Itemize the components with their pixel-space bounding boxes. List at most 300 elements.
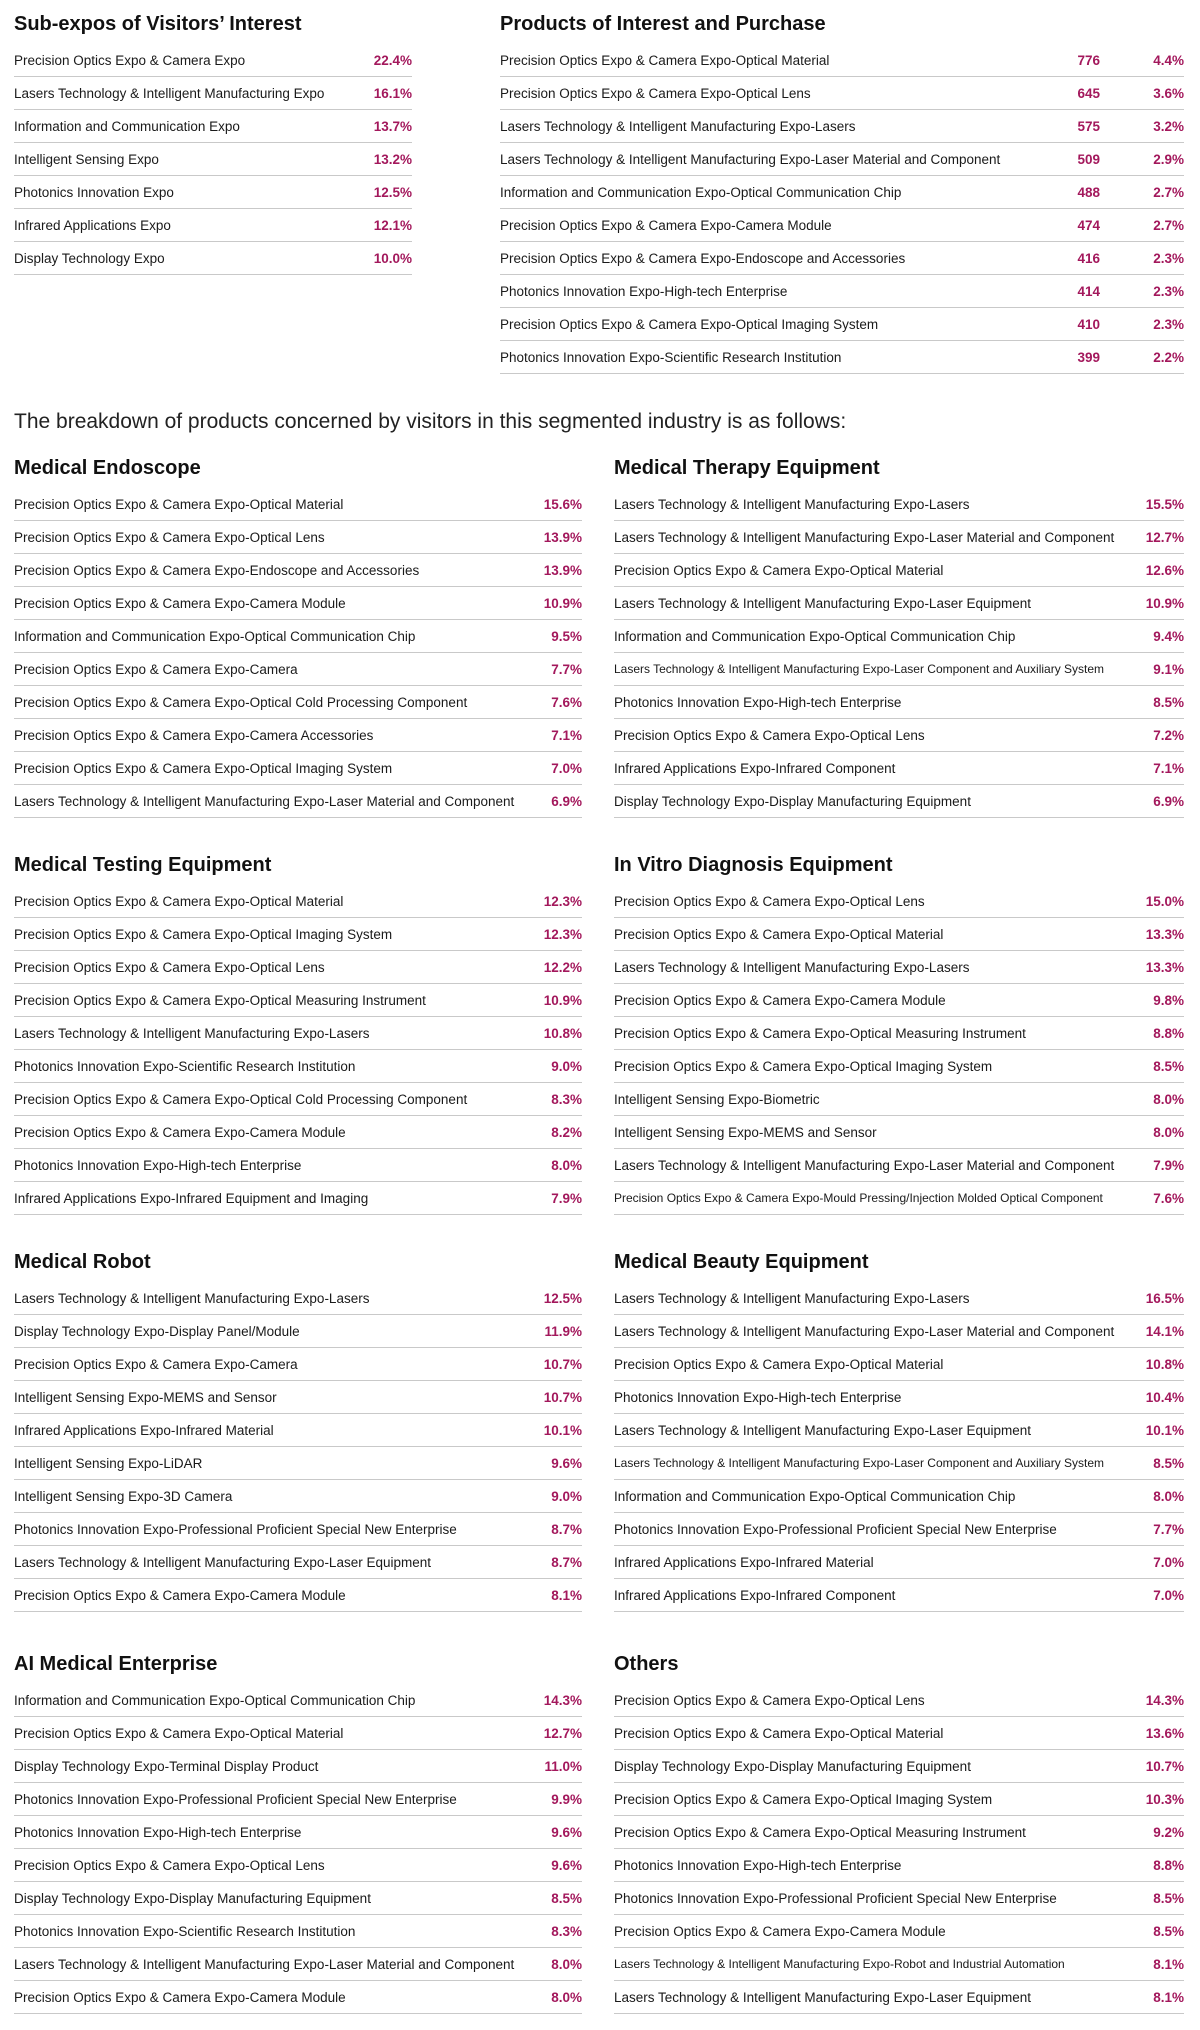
item-percentage: 8.3%: [551, 1923, 582, 1939]
item-label: Lasers Technology & Intelligent Manufacturing Expo-Lasers: [614, 1290, 970, 1306]
item-percentage: 3.2%: [1153, 118, 1184, 134]
item-label: Precision Optics Expo & Camera Expo-Optical Material: [614, 562, 944, 578]
item-percentage: 10.3%: [1145, 1791, 1184, 1807]
list-item: [500, 209, 1184, 242]
item-percentage: 15.6%: [543, 496, 582, 512]
item-percentage: 10.7%: [543, 1389, 582, 1405]
list-item: [614, 1116, 1184, 1149]
item-label: Display Technology Expo-Terminal Display Product: [14, 1758, 319, 1774]
item-percentage: 16.5%: [1145, 1290, 1184, 1306]
subexpos-title: Sub-expos of Visitors’ Interest: [14, 13, 302, 35]
item-percentage: 12.1%: [373, 217, 412, 233]
item-label: Information and Communication Expo-Optical Communication Chip: [14, 628, 416, 644]
item-label: Precision Optics Expo & Camera Expo-Optical Material: [614, 926, 944, 942]
item-percentage: 8.5%: [551, 1890, 582, 1906]
list-item: [14, 554, 582, 587]
item-percentage: 9.2%: [1153, 1824, 1184, 1840]
item-percentage: 14.1%: [1145, 1323, 1184, 1339]
item-percentage: 7.0%: [1153, 1554, 1184, 1570]
subexpos-list: [14, 44, 412, 275]
list-item: [14, 1050, 582, 1083]
segment-medical-robot: [14, 1248, 582, 1612]
item-percentage: 10.9%: [543, 595, 582, 611]
list-item: [500, 44, 1184, 77]
item-percentage: 8.5%: [1153, 1923, 1184, 1939]
list-item: [14, 686, 582, 719]
item-label: Photonics Innovation Expo-Scientific Research Institution: [14, 1923, 356, 1939]
list-item: [614, 554, 1184, 587]
list-item: [14, 1348, 582, 1381]
products-title: Products of Interest and Purchase: [500, 13, 826, 35]
item-percentage: 9.6%: [551, 1455, 582, 1471]
products-section: [500, 10, 1184, 374]
item-percentage: 9.5%: [551, 628, 582, 644]
item-percentage: 11.9%: [544, 1323, 582, 1339]
list-item: [614, 488, 1184, 521]
item-label: Photonics Innovation Expo: [14, 184, 174, 200]
item-label: Infrared Applications Expo-Infrared Component: [614, 760, 896, 776]
list-item: [614, 1315, 1184, 1348]
list-item: [614, 1948, 1184, 1981]
item-percentage: 7.6%: [551, 694, 582, 710]
item-percentage: 2.3%: [1153, 316, 1184, 332]
segment-medical-beauty-equipment: [614, 1248, 1184, 1612]
item-label: Precision Optics Expo & Camera Expo-Camera Module: [14, 1989, 346, 2005]
item-percentage: 3.6%: [1153, 85, 1184, 101]
item-label: Precision Optics Expo & Camera Expo-Optical Imaging System: [14, 760, 393, 776]
list-item: [614, 1882, 1184, 1915]
list-item: [614, 1480, 1184, 1513]
item-percentage: 13.6%: [1145, 1725, 1184, 1741]
list-item: [500, 143, 1184, 176]
segment-list: [614, 1684, 1184, 2014]
list-item: [14, 1480, 582, 1513]
item-percentage: 9.6%: [551, 1857, 582, 1873]
item-percentage: 8.8%: [1153, 1025, 1184, 1041]
list-item: [614, 1684, 1184, 1717]
item-percentage: 10.7%: [543, 1356, 582, 1372]
item-label: Information and Communication Expo-Optical Communication Chip: [614, 628, 1016, 644]
item-label: Lasers Technology & Intelligent Manufacturing Expo-Laser Equipment: [614, 1989, 1031, 2005]
item-percentage: 2.2%: [1153, 349, 1184, 365]
item-percentage: 12.3%: [543, 926, 582, 942]
item-percentage: 7.6%: [1153, 1190, 1184, 1206]
item-label: Infrared Applications Expo-Infrared Equipment and Imaging: [14, 1190, 369, 1206]
list-item: [14, 143, 412, 176]
item-label: Precision Optics Expo & Camera Expo-Optical Measuring Instrument: [14, 992, 426, 1008]
item-label: Precision Optics Expo & Camera Expo-Optical Material: [14, 1725, 344, 1741]
item-percentage: 2.9%: [1153, 151, 1184, 167]
item-label: Intelligent Sensing Expo-3D Camera: [14, 1488, 233, 1504]
item-percentage: 8.5%: [1153, 1890, 1184, 1906]
segment-medical-endoscope: [14, 454, 582, 818]
item-percentage: 9.1%: [1153, 661, 1184, 677]
item-label: Precision Optics Expo & Camera Expo-Optical Lens: [500, 85, 811, 101]
item-percentage: 9.4%: [1153, 628, 1184, 644]
item-percentage: 13.9%: [543, 562, 582, 578]
item-label: Precision Optics Expo & Camera Expo-Optical Imaging System: [500, 316, 879, 332]
list-item: [14, 1684, 582, 1717]
item-label: Lasers Technology & Intelligent Manufacturing Expo-Laser Component and Auxiliary System: [614, 1456, 1105, 1470]
list-item: [500, 308, 1184, 341]
list-item: [614, 1750, 1184, 1783]
item-percentage: 13.3%: [1145, 926, 1184, 942]
item-label: Photonics Innovation Expo-Professional Proficient Special New Enterprise: [614, 1521, 1057, 1537]
list-item: [14, 1282, 582, 1315]
item-count: 414: [1077, 283, 1100, 299]
item-label: Information and Communication Expo: [14, 118, 240, 134]
item-label: Precision Optics Expo & Camera Expo-Camera Module: [14, 595, 346, 611]
item-count: 410: [1077, 316, 1100, 332]
segment-in-vitro-diagnosis-equipment: [614, 851, 1184, 1215]
item-label: Lasers Technology & Intelligent Manufacturing Expo-Robot and Industrial Automation: [614, 1957, 1065, 1971]
list-item: [14, 587, 582, 620]
item-label: Lasers Technology & Intelligent Manufacturing Expo: [14, 85, 325, 101]
item-percentage: 8.0%: [1153, 1091, 1184, 1107]
item-percentage: 12.5%: [543, 1290, 582, 1306]
segment-title: Medical Testing Equipment: [14, 854, 272, 876]
item-label: Lasers Technology & Intelligent Manufacturing Expo-Lasers: [14, 1025, 370, 1041]
segment-medical-therapy-equipment: [614, 454, 1184, 818]
list-item: [614, 1414, 1184, 1447]
list-item: [14, 984, 582, 1017]
list-item: [14, 1849, 582, 1882]
item-percentage: 8.1%: [1153, 1956, 1184, 1972]
item-label: Precision Optics Expo & Camera Expo-Optical Imaging System: [614, 1058, 993, 1074]
list-item: [14, 1783, 582, 1816]
item-percentage: 8.5%: [1153, 694, 1184, 710]
segment-ai-medical-enterprise: [14, 1650, 582, 2014]
item-count: 474: [1077, 217, 1100, 233]
item-label: Photonics Innovation Expo-High-tech Enterprise: [614, 1857, 902, 1873]
item-label: Precision Optics Expo & Camera Expo-Camera Module: [14, 1124, 346, 1140]
item-percentage: 2.7%: [1153, 184, 1184, 200]
list-item: [14, 951, 582, 984]
item-label: Photonics Innovation Expo-Scientific Research Institution: [14, 1058, 356, 1074]
list-item: [614, 1513, 1184, 1546]
list-item: [14, 620, 582, 653]
item-percentage: 12.7%: [543, 1725, 582, 1741]
list-item: [14, 1915, 582, 1948]
item-percentage: 9.0%: [551, 1058, 582, 1074]
item-count: 416: [1077, 250, 1100, 266]
list-item: [500, 242, 1184, 275]
item-label: Information and Communication Expo-Optical Communication Chip: [14, 1692, 416, 1708]
list-item: [14, 77, 412, 110]
item-label: Lasers Technology & Intelligent Manufacturing Expo-Lasers: [614, 496, 970, 512]
item-percentage: 9.0%: [551, 1488, 582, 1504]
list-item: [614, 1149, 1184, 1182]
products-list: [500, 44, 1184, 374]
list-item: [14, 885, 582, 918]
list-item: [614, 1849, 1184, 1882]
item-label: Precision Optics Expo & Camera Expo-Endoscope and Accessories: [14, 562, 420, 578]
list-item: [614, 1017, 1184, 1050]
item-percentage: 8.5%: [1153, 1455, 1184, 1471]
item-label: Lasers Technology & Intelligent Manufacturing Expo-Laser Material and Component: [614, 529, 1115, 545]
item-label: Precision Optics Expo & Camera Expo-Optical Imaging System: [614, 1791, 993, 1807]
list-item: [614, 1816, 1184, 1849]
item-label: Precision Optics Expo & Camera Expo-Optical Material: [14, 893, 344, 909]
item-percentage: 12.5%: [373, 184, 412, 200]
item-label: Precision Optics Expo & Camera Expo-Camera: [14, 1356, 298, 1372]
item-label: Intelligent Sensing Expo: [14, 151, 159, 167]
list-item: [14, 44, 412, 77]
list-item: [14, 1182, 582, 1215]
item-label: Precision Optics Expo & Camera Expo-Optical Cold Processing Component: [14, 1091, 468, 1107]
item-percentage: 7.1%: [551, 727, 582, 743]
item-label: Precision Optics Expo & Camera Expo-Optical Cold Processing Component: [14, 694, 468, 710]
item-label: Precision Optics Expo & Camera Expo-Camera: [14, 661, 298, 677]
item-percentage: 7.9%: [1153, 1157, 1184, 1173]
item-label: Precision Optics Expo & Camera Expo-Optical Lens: [14, 959, 325, 975]
item-percentage: 9.6%: [551, 1824, 582, 1840]
segment-list: [614, 488, 1184, 818]
list-item: [14, 1083, 582, 1116]
item-percentage: 7.1%: [1153, 760, 1184, 776]
breakdown-intro: The breakdown of products concerned by visitors in this segmented industry is as follows:: [14, 410, 847, 433]
item-label: Photonics Innovation Expo-High-tech Enterprise: [14, 1824, 302, 1840]
item-label: Lasers Technology & Intelligent Manufacturing Expo-Laser Material and Component: [500, 151, 1001, 167]
list-item: [14, 1513, 582, 1546]
item-label: Precision Optics Expo & Camera Expo-Optical Lens: [614, 1692, 925, 1708]
list-item: [614, 1381, 1184, 1414]
list-item: [614, 918, 1184, 951]
list-item: [14, 1017, 582, 1050]
item-percentage: 8.1%: [551, 1587, 582, 1603]
item-label: Precision Optics Expo & Camera Expo-Camera Module: [614, 1923, 946, 1939]
list-item: [500, 341, 1184, 374]
list-item: [500, 275, 1184, 308]
item-percentage: 7.0%: [551, 760, 582, 776]
item-label: Precision Optics Expo & Camera Expo-Optical Material: [14, 496, 344, 512]
item-label: Infrared Applications Expo-Infrared Component: [614, 1587, 896, 1603]
item-percentage: 10.1%: [543, 1422, 582, 1438]
list-item: [500, 110, 1184, 143]
item-label: Infrared Applications Expo-Infrared Material: [614, 1554, 874, 1570]
item-label: Photonics Innovation Expo-High-tech Enterprise: [14, 1157, 302, 1173]
list-item: [14, 176, 412, 209]
list-item: [14, 1816, 582, 1849]
item-percentage: 6.9%: [1153, 793, 1184, 809]
list-item: [14, 521, 582, 554]
list-item: [614, 1050, 1184, 1083]
item-percentage: 15.5%: [1145, 496, 1184, 512]
list-item: [14, 1447, 582, 1480]
list-item: [14, 1149, 582, 1182]
list-item: [14, 785, 582, 818]
list-item: [614, 587, 1184, 620]
list-item: [614, 1579, 1184, 1612]
list-item: [14, 1579, 582, 1612]
item-percentage: 12.7%: [1145, 529, 1184, 545]
item-percentage: 14.3%: [543, 1692, 582, 1708]
item-label: Photonics Innovation Expo-Professional Proficient Special New Enterprise: [614, 1890, 1057, 1906]
item-label: Lasers Technology & Intelligent Manufacturing Expo-Laser Material and Component: [614, 1157, 1115, 1173]
item-percentage: 7.9%: [551, 1190, 582, 1206]
list-item: [614, 1546, 1184, 1579]
list-item: [14, 918, 582, 951]
item-label: Precision Optics Expo & Camera Expo-Camera Module: [500, 217, 832, 233]
item-percentage: 10.4%: [1145, 1389, 1184, 1405]
segment-title: In Vitro Diagnosis Equipment: [614, 854, 893, 876]
list-item: [500, 176, 1184, 209]
list-item: [14, 242, 412, 275]
list-item: [14, 1116, 582, 1149]
list-item: [614, 984, 1184, 1017]
item-label: Display Technology Expo-Display Manufacturing Equipment: [14, 1890, 371, 1906]
item-label: Precision Optics Expo & Camera Expo-Mould Pressing/Injection Molded Optical Component: [614, 1191, 1103, 1205]
list-item: [614, 1182, 1184, 1215]
item-percentage: 10.1%: [1145, 1422, 1184, 1438]
item-label: Intelligent Sensing Expo-MEMS and Sensor: [14, 1389, 277, 1405]
list-item: [614, 620, 1184, 653]
item-count: 645: [1077, 85, 1100, 101]
item-percentage: 8.5%: [1153, 1058, 1184, 1074]
list-item: [614, 1447, 1184, 1480]
list-item: [14, 1882, 582, 1915]
list-item: [614, 951, 1184, 984]
item-label: Display Technology Expo-Display Manufacturing Equipment: [614, 1758, 971, 1774]
item-percentage: 8.7%: [551, 1521, 582, 1537]
subexpos-section: [14, 10, 412, 275]
segment-title: AI Medical Enterprise: [14, 1653, 218, 1675]
item-label: Photonics Innovation Expo-Professional Proficient Special New Enterprise: [14, 1521, 457, 1537]
list-item: [614, 719, 1184, 752]
item-label: Lasers Technology & Intelligent Manufacturing Expo-Laser Material and Component: [614, 1323, 1115, 1339]
list-item: [614, 785, 1184, 818]
segment-medical-testing-equipment: [14, 851, 582, 1215]
item-label: Display Technology Expo-Display Manufacturing Equipment: [614, 793, 971, 809]
item-label: Lasers Technology & Intelligent Manufacturing Expo-Lasers: [500, 118, 856, 134]
list-item: [614, 686, 1184, 719]
item-label: Precision Optics Expo & Camera Expo-Optical Measuring Instrument: [614, 1025, 1026, 1041]
list-item: [14, 1315, 582, 1348]
item-label: Precision Optics Expo & Camera Expo-Optical Lens: [614, 893, 925, 909]
item-label: Precision Optics Expo & Camera Expo-Camera Module: [614, 992, 946, 1008]
item-label: Lasers Technology & Intelligent Manufacturing Expo-Laser Equipment: [614, 595, 1031, 611]
item-label: Infrared Applications Expo-Infrared Material: [14, 1422, 274, 1438]
segment-list: [14, 1282, 582, 1612]
item-label: Precision Optics Expo & Camera Expo-Camera Accessories: [14, 727, 374, 743]
item-percentage: 8.0%: [1153, 1124, 1184, 1140]
item-percentage: 13.2%: [373, 151, 412, 167]
item-percentage: 9.8%: [1153, 992, 1184, 1008]
segment-list: [614, 885, 1184, 1215]
list-item: [614, 1717, 1184, 1750]
item-percentage: 7.7%: [1153, 1521, 1184, 1537]
item-label: Infrared Applications Expo: [14, 217, 171, 233]
item-percentage: 8.2%: [551, 1124, 582, 1140]
item-label: Display Technology Expo-Display Panel/Module: [14, 1323, 300, 1339]
item-label: Lasers Technology & Intelligent Manufacturing Expo-Laser Equipment: [614, 1422, 1031, 1438]
list-item: [14, 1381, 582, 1414]
item-percentage: 10.8%: [1145, 1356, 1184, 1372]
list-item: [14, 1948, 582, 1981]
segment-list: [14, 885, 582, 1215]
segment-title: Medical Endoscope: [14, 457, 201, 479]
item-percentage: 10.7%: [1145, 1758, 1184, 1774]
list-item: [14, 752, 582, 785]
item-percentage: 7.7%: [551, 661, 582, 677]
item-label: Intelligent Sensing Expo-MEMS and Sensor: [614, 1124, 877, 1140]
list-item: [14, 719, 582, 752]
segment-title: Medical Robot: [14, 1251, 151, 1273]
item-count: 509: [1077, 151, 1100, 167]
item-label: Precision Optics Expo & Camera Expo-Optical Measuring Instrument: [614, 1824, 1026, 1840]
item-percentage: 4.4%: [1153, 52, 1184, 68]
item-label: Information and Communication Expo-Optical Communication Chip: [500, 184, 902, 200]
item-label: Lasers Technology & Intelligent Manufacturing Expo-Laser Equipment: [14, 1554, 431, 1570]
item-percentage: 12.6%: [1145, 562, 1184, 578]
list-item: [14, 1981, 582, 2014]
item-label: Precision Optics Expo & Camera Expo-Optical Lens: [14, 529, 325, 545]
item-percentage: 15.0%: [1145, 893, 1184, 909]
list-item: [614, 1348, 1184, 1381]
segment-list: [14, 1684, 582, 2014]
segment-title: Others: [614, 1653, 679, 1675]
item-label: Precision Optics Expo & Camera Expo-Optical Material: [500, 52, 830, 68]
item-label: Display Technology Expo: [14, 250, 165, 266]
item-percentage: 2.3%: [1153, 283, 1184, 299]
list-item: [14, 488, 582, 521]
item-percentage: 2.3%: [1153, 250, 1184, 266]
item-label: Precision Optics Expo & Camera Expo-Camera Module: [14, 1587, 346, 1603]
item-percentage: 10.0%: [373, 250, 412, 266]
item-label: Precision Optics Expo & Camera Expo-Optical Material: [614, 1725, 944, 1741]
item-count: 776: [1077, 52, 1100, 68]
segment-list: [614, 1282, 1184, 1612]
list-item: [614, 653, 1184, 686]
segment-title: Medical Beauty Equipment: [614, 1251, 869, 1273]
segment-others: [614, 1650, 1184, 2014]
list-item: [614, 885, 1184, 918]
item-label: Lasers Technology & Intelligent Manufacturing Expo-Lasers: [14, 1290, 370, 1306]
item-percentage: 8.0%: [551, 1157, 582, 1173]
list-item: [14, 110, 412, 143]
item-percentage: 13.9%: [543, 529, 582, 545]
item-label: Photonics Innovation Expo-High-tech Enterprise: [614, 1389, 902, 1405]
item-percentage: 22.4%: [373, 52, 412, 68]
item-percentage: 10.9%: [543, 992, 582, 1008]
item-percentage: 8.7%: [551, 1554, 582, 1570]
list-item: [614, 1981, 1184, 2014]
item-percentage: 8.0%: [1153, 1488, 1184, 1504]
item-percentage: 8.0%: [551, 1956, 582, 1972]
list-item: [14, 209, 412, 242]
item-label: Lasers Technology & Intelligent Manufacturing Expo-Lasers: [614, 959, 970, 975]
list-item: [500, 77, 1184, 110]
item-percentage: 2.7%: [1153, 217, 1184, 233]
list-item: [614, 1783, 1184, 1816]
item-label: Precision Optics Expo & Camera Expo: [14, 52, 246, 68]
item-label: Photonics Innovation Expo-Scientific Research Institution: [500, 349, 842, 365]
item-label: Photonics Innovation Expo-Professional Proficient Special New Enterprise: [14, 1791, 457, 1807]
item-percentage: 8.0%: [551, 1989, 582, 2005]
item-percentage: 8.3%: [551, 1091, 582, 1107]
item-percentage: 6.9%: [551, 793, 582, 809]
item-percentage: 8.1%: [1153, 1989, 1184, 2005]
item-percentage: 13.7%: [373, 118, 412, 134]
item-label: Precision Optics Expo & Camera Expo-Optical Lens: [614, 727, 925, 743]
list-item: [614, 752, 1184, 785]
item-percentage: 13.3%: [1145, 959, 1184, 975]
segment-list: [14, 488, 582, 818]
list-item: [14, 1414, 582, 1447]
item-percentage: 9.9%: [551, 1791, 582, 1807]
item-label: Lasers Technology & Intelligent Manufacturing Expo-Laser Component and Auxiliary System: [614, 662, 1105, 676]
list-item: [614, 1915, 1184, 1948]
